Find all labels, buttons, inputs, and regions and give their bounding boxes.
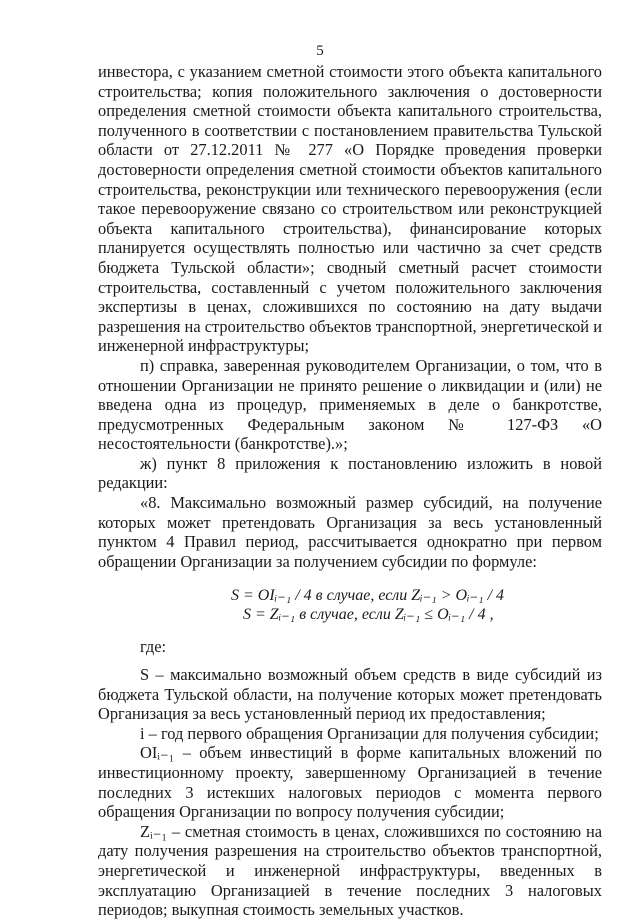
formula-line-2: S = Zᵢ₋₁ в случае, если Zᵢ₋₁ ≤ Oᵢ₋₁ / 4 , (243, 606, 494, 624)
formula-block (98, 586, 602, 624)
page-number: 5 (316, 43, 324, 59)
paragraph-clause-8: «8. Максимально возможный размер субсидий, на получение которых может претендовать Организация за весь установленный пунктом 4 Правил период, рассчитывается однократно при первом обращении Организации за получением субсидии по формуле: (98, 493, 602, 571)
paragraph-item-p: п) справка, заверенная руководителем Организации, о том, что в отношении Организации не принято решение о ликвидации и (или) не введена одна из процедур, применяемых в деле о банкротстве, предусмотренных Федеральным законом № 127-ФЗ «О несостоятельности (банкротстве).»; (98, 355, 602, 454)
definition-oi: OIᵢ₋₁ – объем инвестиций в форме капитальных вложений по инвестиционному проекту, завершенному Организацией в течение последних 3 истекших налоговых периодов с момента первого обращения Организации по вопросу получения субсидии; (98, 743, 602, 822)
paragraph-continuation: инвестора, с указанием сметной стоимости этого объекта капитального строительства; копия положительного заключения о достоверности определения сметной стоимости объекта капитального строительства, полученного в соответствии с постановлением правительства Тульской области от 27.12.2011 № 277 «О Порядке проведения проверки достоверности определения сметной стоимости объектов капитального строительства, реконструкции или технического перевооружения (если такое перевооружение связано со строительством или реконструкцией объекта капитального строительства), финансирование которых планируется осуществлять полностью или частично за счет средств бюджета Тульской области»; сводный сметный расчет стоимости строительства, составленный с учетом положительного заключения экспертизы в ценах, сложившихся по состоянию на дату выдачи разрешения на строительство объектов транспортной, энергетической и инженерной инфраструктуры; (98, 62, 602, 356)
definition-i: i – год первого обращения Организации для получения субсидии; (140, 723, 599, 743)
definition-s: S – максимально возможный объем средств в виде субсидий из бюджета Тульской области, на получение которых может претендовать Организация за весь установленный период их предоставления; (98, 665, 602, 724)
formula-line-1: S = OIᵢ₋₁ / 4 в случае, если Zᵢ₋₁ > Oᵢ₋₁ / 4 (231, 587, 505, 605)
where-label: где: (140, 637, 167, 657)
definition-z: Zᵢ₋₁ – сметная стоимость в ценах, сложившихся по состоянию на дату получения разрешения на строительство объектов транспортной, энергетической и инженерной инфраструктуры, введенных в эксплуатацию Организацией в течение последних 3 налоговых периодов; выкупная стоимость земельных участков. (98, 821, 602, 920)
paragraph-item-zh: ж) пункт 8 приложения к постановлению изложить в новой редакции: (98, 453, 602, 493)
document-body (98, 62, 602, 920)
